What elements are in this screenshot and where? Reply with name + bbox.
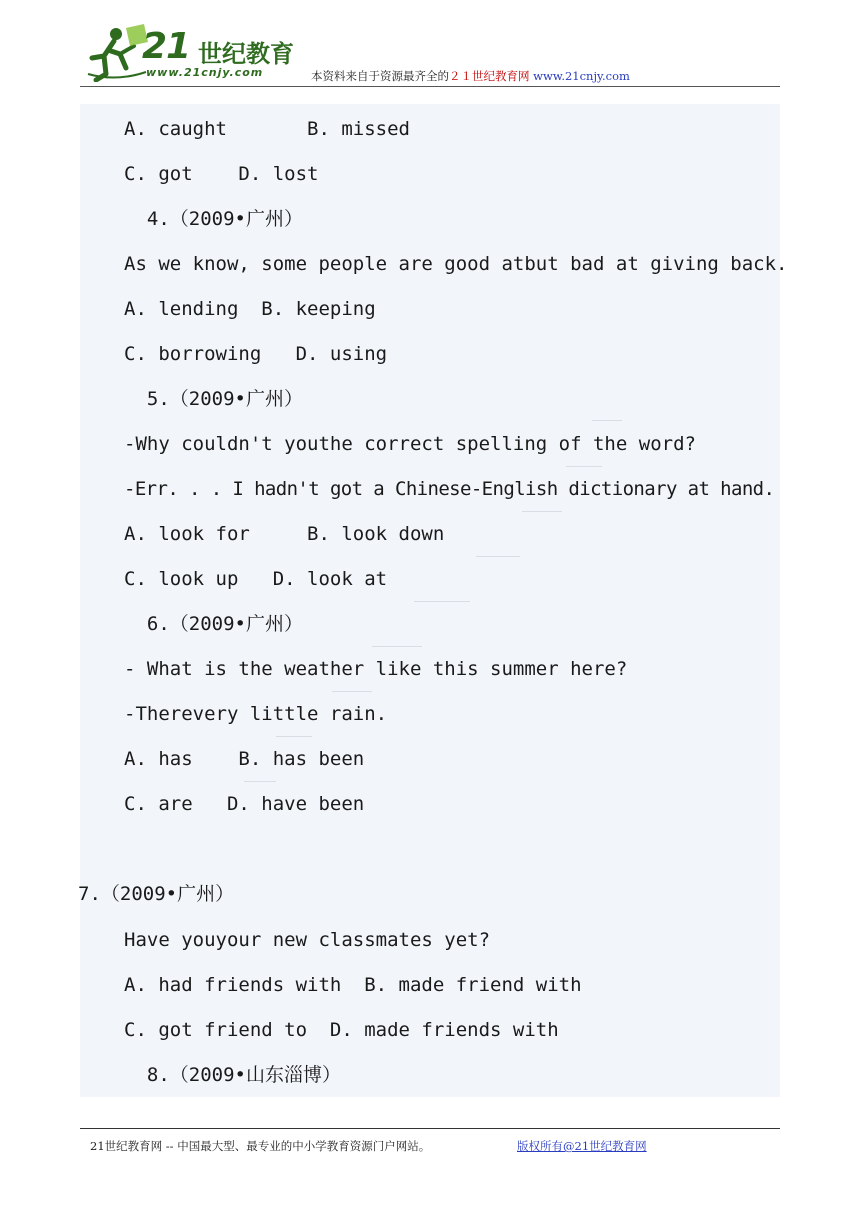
header-divider <box>80 86 780 87</box>
question-6-stem-line-2: -Therevery little rain. <box>124 703 388 725</box>
question-7-options-cd: C. got friend to D. made friends with <box>124 1019 559 1041</box>
question-7-number: 7.（2009•广州） <box>78 883 235 905</box>
question-4-options-ab: A. lending B. keeping <box>124 298 376 320</box>
question-5-options-cd: C. look up D. look at <box>124 568 388 590</box>
question-6-stem-line-1: - What is the weather like this summer here? <box>124 658 628 680</box>
question-6-number: 6.（2009•广州） <box>124 613 303 635</box>
question-7-options-ab: A. had friends with B. made friend with <box>124 974 582 996</box>
question-8-number: 8.（2009•山东淄博） <box>124 1064 341 1086</box>
copyright-link[interactable]: 版权所有@21世纪教育网 <box>517 1139 647 1153</box>
logo-url: www.21cnjy.com <box>146 66 264 79</box>
question-5-stem-line-1: -Why couldn't youthe correct spelling of the word? <box>124 433 696 455</box>
faint-dash <box>476 556 520 557</box>
question-6-options-cd: C. are D. have been <box>124 793 365 815</box>
question-7-stem: Have youyour new classmates yet? <box>124 929 491 951</box>
footer-text: 21世纪教育网 -- 中国最大型、最专业的中小学教育资源门户网站。 <box>90 1139 431 1153</box>
faint-dash <box>522 511 562 512</box>
header-note-prefix: 本资料来自于资源最齐全的 <box>311 69 449 83</box>
faint-dash <box>592 420 622 421</box>
runner-logo-icon <box>86 24 150 82</box>
header-note-highlight: ２１世纪教育网 <box>449 69 530 83</box>
question-6-options-ab: A. has B. has been <box>124 748 365 770</box>
question-4-stem: As we know, some people are good atbut bad at giving back. <box>124 253 788 275</box>
question-5-stem-line-2: -Err. . . I hadn't got a Chinese-English dictionary at hand. <box>124 478 775 500</box>
question-4-number: 4.（2009•广州） <box>124 208 303 230</box>
faint-dash <box>276 736 312 737</box>
question-5-options-ab: A. look for B. look down <box>124 523 445 545</box>
question-3-options-cd: C. got D. lost <box>124 163 319 185</box>
page-header <box>0 0 860 90</box>
faint-dash <box>566 466 602 467</box>
logo <box>86 24 296 82</box>
question-3-options-ab: A. caught B. missed <box>124 118 410 140</box>
header-note-url[interactable]: www.21cnjy.com <box>533 69 630 83</box>
faint-dash <box>372 646 422 647</box>
logo-number: 21 <box>142 26 191 67</box>
faint-dash <box>332 691 372 692</box>
footer-divider <box>80 1128 780 1129</box>
logo-text: 世纪教育 <box>198 40 294 68</box>
faint-dash <box>244 781 276 782</box>
question-5-number: 5.（2009•广州） <box>124 388 303 410</box>
question-4-options-cd: C. borrowing D. using <box>124 343 388 365</box>
faint-dash <box>414 601 470 602</box>
header-note <box>311 68 630 84</box>
